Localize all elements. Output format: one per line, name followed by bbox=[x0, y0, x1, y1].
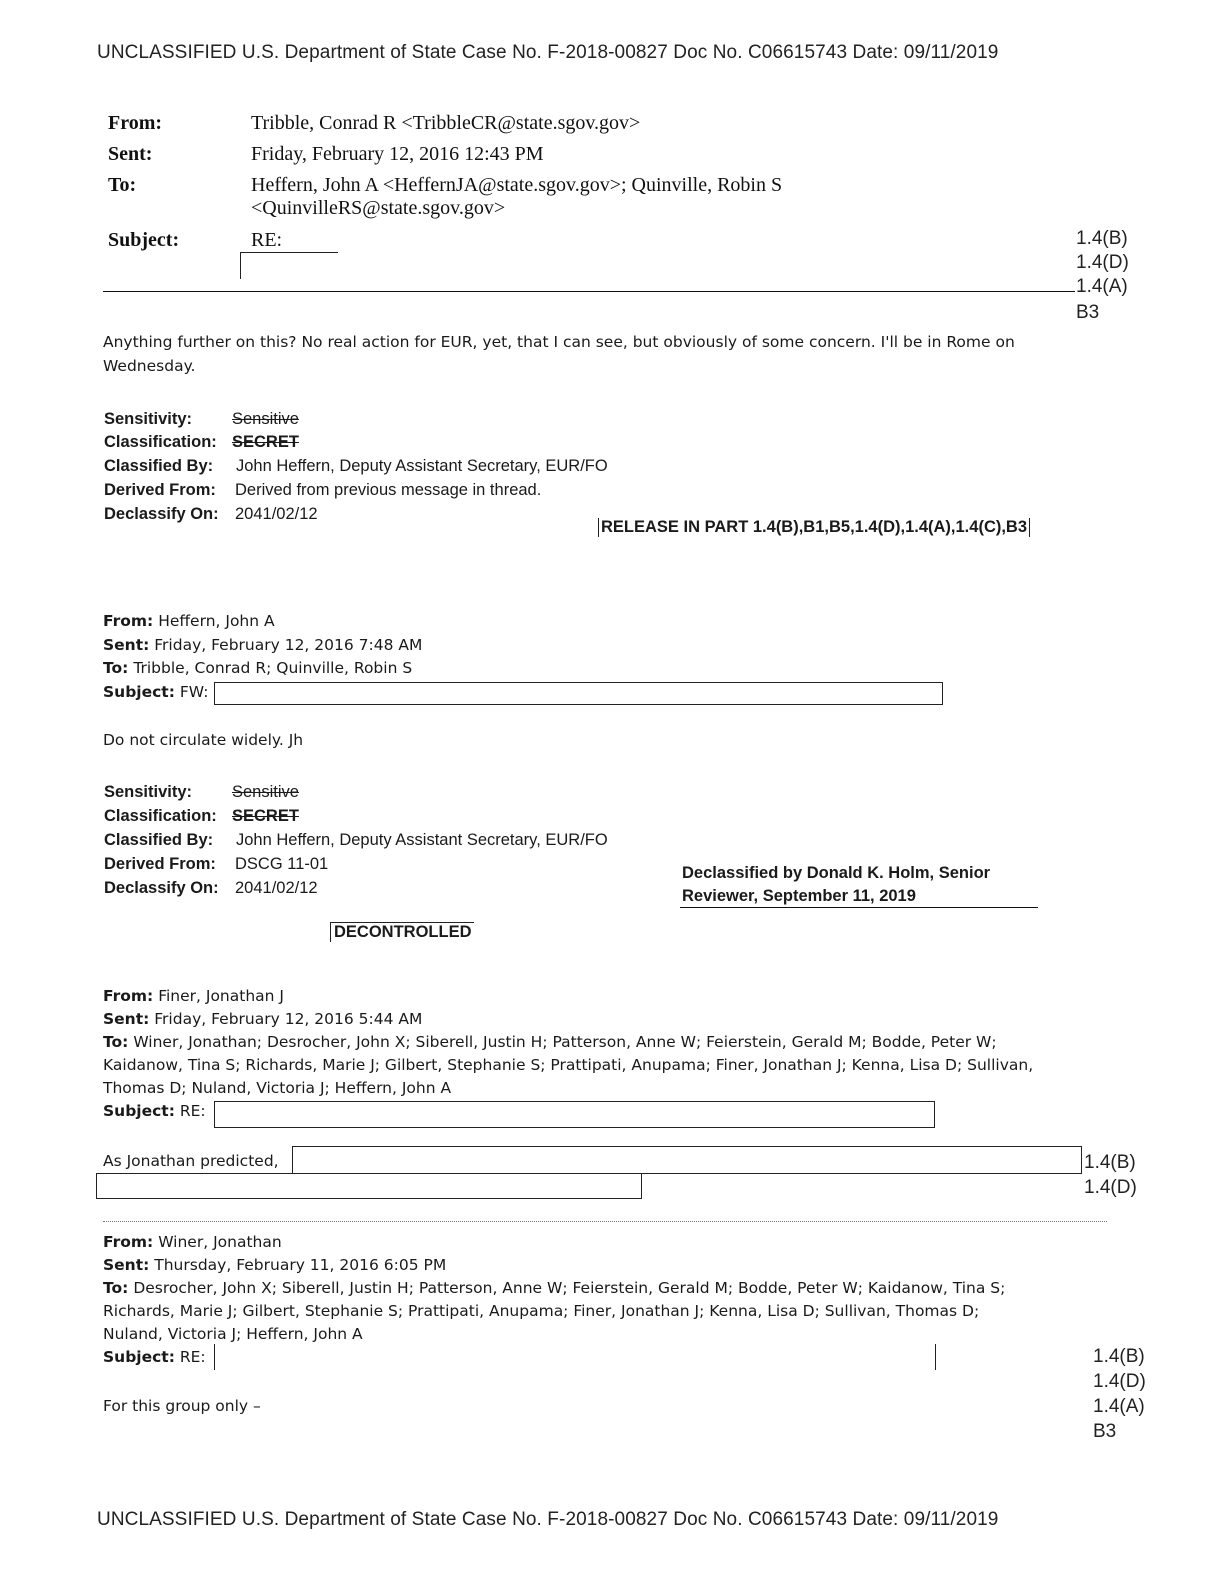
header-from-value: Tribble, Conrad R <TribbleCR@state.sgov.gov> bbox=[251, 112, 641, 134]
header-sent-label: Sent: bbox=[108, 143, 153, 165]
msg1-body-line2: Wednesday. bbox=[103, 357, 196, 375]
header-sent-value: Friday, February 12, 2016 12:43 PM bbox=[251, 143, 544, 165]
msg4-subject: Subject: RE: bbox=[103, 1348, 206, 1366]
exemption-code: 1.4(B) bbox=[1076, 228, 1128, 249]
header-divider bbox=[103, 291, 1075, 292]
msg2-declassify-label: Declassify On: bbox=[104, 879, 219, 897]
exemption-code: 1.4(B) bbox=[1093, 1346, 1145, 1367]
msg1-declassify-label: Declassify On: bbox=[104, 505, 219, 523]
msg1-sensitivity-value: Sensitive bbox=[232, 410, 299, 428]
declassified-underline bbox=[680, 907, 1038, 908]
msg2-subject: Subject: FW: bbox=[103, 683, 209, 701]
msg3-to-line3: Thomas D; Nuland, Victoria J; Heffern, John A bbox=[103, 1079, 452, 1097]
msg1-classified-by-value: John Heffern, Deputy Assistant Secretary, EUR/FO bbox=[236, 457, 608, 475]
msg2-sent: Sent: Friday, February 12, 2016 7:48 AM bbox=[103, 636, 423, 654]
msg4-from: From: Winer, Jonathan bbox=[103, 1233, 282, 1251]
msg1-classification-label: Classification: bbox=[104, 433, 217, 451]
msg2-to: To: Tribble, Conrad R; Quinville, Robin S bbox=[103, 659, 413, 677]
msg2-classification-value: SECRET bbox=[232, 807, 299, 825]
exemption-code: 1.4(B) bbox=[1084, 1152, 1136, 1173]
exemption-code: B3 bbox=[1076, 302, 1100, 323]
exemption-code: 1.4(A) bbox=[1076, 276, 1128, 297]
msg3-body: As Jonathan predicted, bbox=[103, 1152, 279, 1170]
exemption-code: 1.4(A) bbox=[1093, 1396, 1145, 1417]
redaction-box bbox=[240, 252, 338, 279]
decontrolled-stamp: DECONTROLLED bbox=[330, 922, 474, 942]
msg1-declassify-value: 2041/02/12 bbox=[235, 505, 318, 523]
exemption-code: B3 bbox=[1093, 1421, 1117, 1442]
msg1-classified-by-label: Classified By: bbox=[104, 457, 214, 475]
msg2-derived-from-label: Derived From: bbox=[104, 855, 216, 873]
msg2-sensitivity-label: Sensitivity: bbox=[104, 783, 193, 801]
msg4-body: For this group only – bbox=[103, 1397, 261, 1415]
msg1-classification-value: SECRET bbox=[232, 433, 299, 451]
msg2-derived-from-value: DSCG 11-01 bbox=[235, 855, 329, 873]
message-separator bbox=[103, 1221, 1107, 1222]
msg4-to-line3: Nuland, Victoria J; Heffern, John A bbox=[103, 1325, 363, 1343]
msg2-body: Do not circulate widely. Jh bbox=[103, 731, 304, 749]
declassified-stamp-line2: Reviewer, September 11, 2019 bbox=[682, 887, 916, 905]
msg1-derived-from-label: Derived From: bbox=[104, 481, 216, 499]
msg1-sensitivity-label: Sensitivity: bbox=[104, 410, 193, 428]
msg4-to-line1: To: Desrocher, John X; Siberell, Justin H; Patterson, Anne W; Feierstein, Gerald M; Bodde, Peter W; Kaidanow, Tina S; bbox=[103, 1279, 1006, 1297]
exemption-code: 1.4(D) bbox=[1093, 1371, 1146, 1392]
release-stamp: RELEASE IN PART 1.4(B),B1,B5,1.4(D),1.4(A),1.4(C),B3 bbox=[598, 518, 1030, 537]
redaction-box bbox=[214, 682, 943, 705]
redaction-box bbox=[214, 1101, 935, 1128]
msg2-classification-label: Classification: bbox=[104, 807, 217, 825]
header-subject-value: RE: bbox=[251, 229, 283, 251]
bottom-banner: UNCLASSIFIED U.S. Department of State Case No. F-2018-00827 Doc No. C06615743 Date: 09/11/2019 bbox=[97, 1509, 999, 1530]
redaction-box bbox=[292, 1146, 1082, 1174]
msg2-declassify-value: 2041/02/12 bbox=[235, 879, 318, 897]
exemption-code: 1.4(D) bbox=[1084, 1177, 1137, 1198]
top-banner: UNCLASSIFIED U.S. Department of State Case No. F-2018-00827 Doc No. C06615743 Date: 09/11/2019 bbox=[97, 42, 999, 63]
msg2-classified-by-value: John Heffern, Deputy Assistant Secretary, EUR/FO bbox=[236, 831, 608, 849]
redaction-box bbox=[214, 1344, 936, 1370]
msg3-from: From: Finer, Jonathan J bbox=[103, 987, 284, 1005]
msg3-subject: Subject: RE: bbox=[103, 1102, 206, 1120]
header-to-label: To: bbox=[108, 174, 137, 196]
header-to-line1: Heffern, John A <HeffernJA@state.sgov.gov>; Quinville, Robin S bbox=[251, 174, 783, 196]
redaction-box bbox=[96, 1173, 642, 1199]
msg3-to-line2: Kaidanow, Tina S; Richards, Marie J; Gilbert, Stephanie S; Prattipati, Anupama; Finer, Jonathan J; Kenna, Lisa D; Sullivan, bbox=[103, 1056, 1034, 1074]
msg1-body-line1: Anything further on this? No real action for EUR, yet, that I can see, but obviously of some concern. I'll be in Rome on bbox=[103, 333, 1015, 351]
msg4-sent: Sent: Thursday, February 11, 2016 6:05 PM bbox=[103, 1256, 447, 1274]
msg2-from: From: Heffern, John A bbox=[103, 612, 275, 630]
msg4-to-line2: Richards, Marie J; Gilbert, Stephanie S; Prattipati, Anupama; Finer, Jonathan J; Kenna, Lisa D; Sullivan, Thomas D; bbox=[103, 1302, 980, 1320]
msg3-to-line1: To: Winer, Jonathan; Desrocher, John X; Siberell, Justin H; Patterson, Anne W; Feierstein, Gerald M; Bodde, Peter W; bbox=[103, 1033, 997, 1051]
msg1-derived-from-value: Derived from previous message in thread. bbox=[235, 481, 542, 499]
msg3-sent: Sent: Friday, February 12, 2016 5:44 AM bbox=[103, 1010, 423, 1028]
msg2-classified-by-label: Classified By: bbox=[104, 831, 214, 849]
msg2-sensitivity-value: Sensitive bbox=[232, 783, 299, 801]
exemption-code: 1.4(D) bbox=[1076, 252, 1129, 273]
declassified-stamp-line1: Declassified by Donald K. Holm, Senior bbox=[682, 864, 991, 882]
header-subject-label: Subject: bbox=[108, 229, 180, 251]
header-to-line2: <QuinvilleRS@state.sgov.gov> bbox=[251, 197, 506, 219]
header-from-label: From: bbox=[108, 112, 163, 134]
